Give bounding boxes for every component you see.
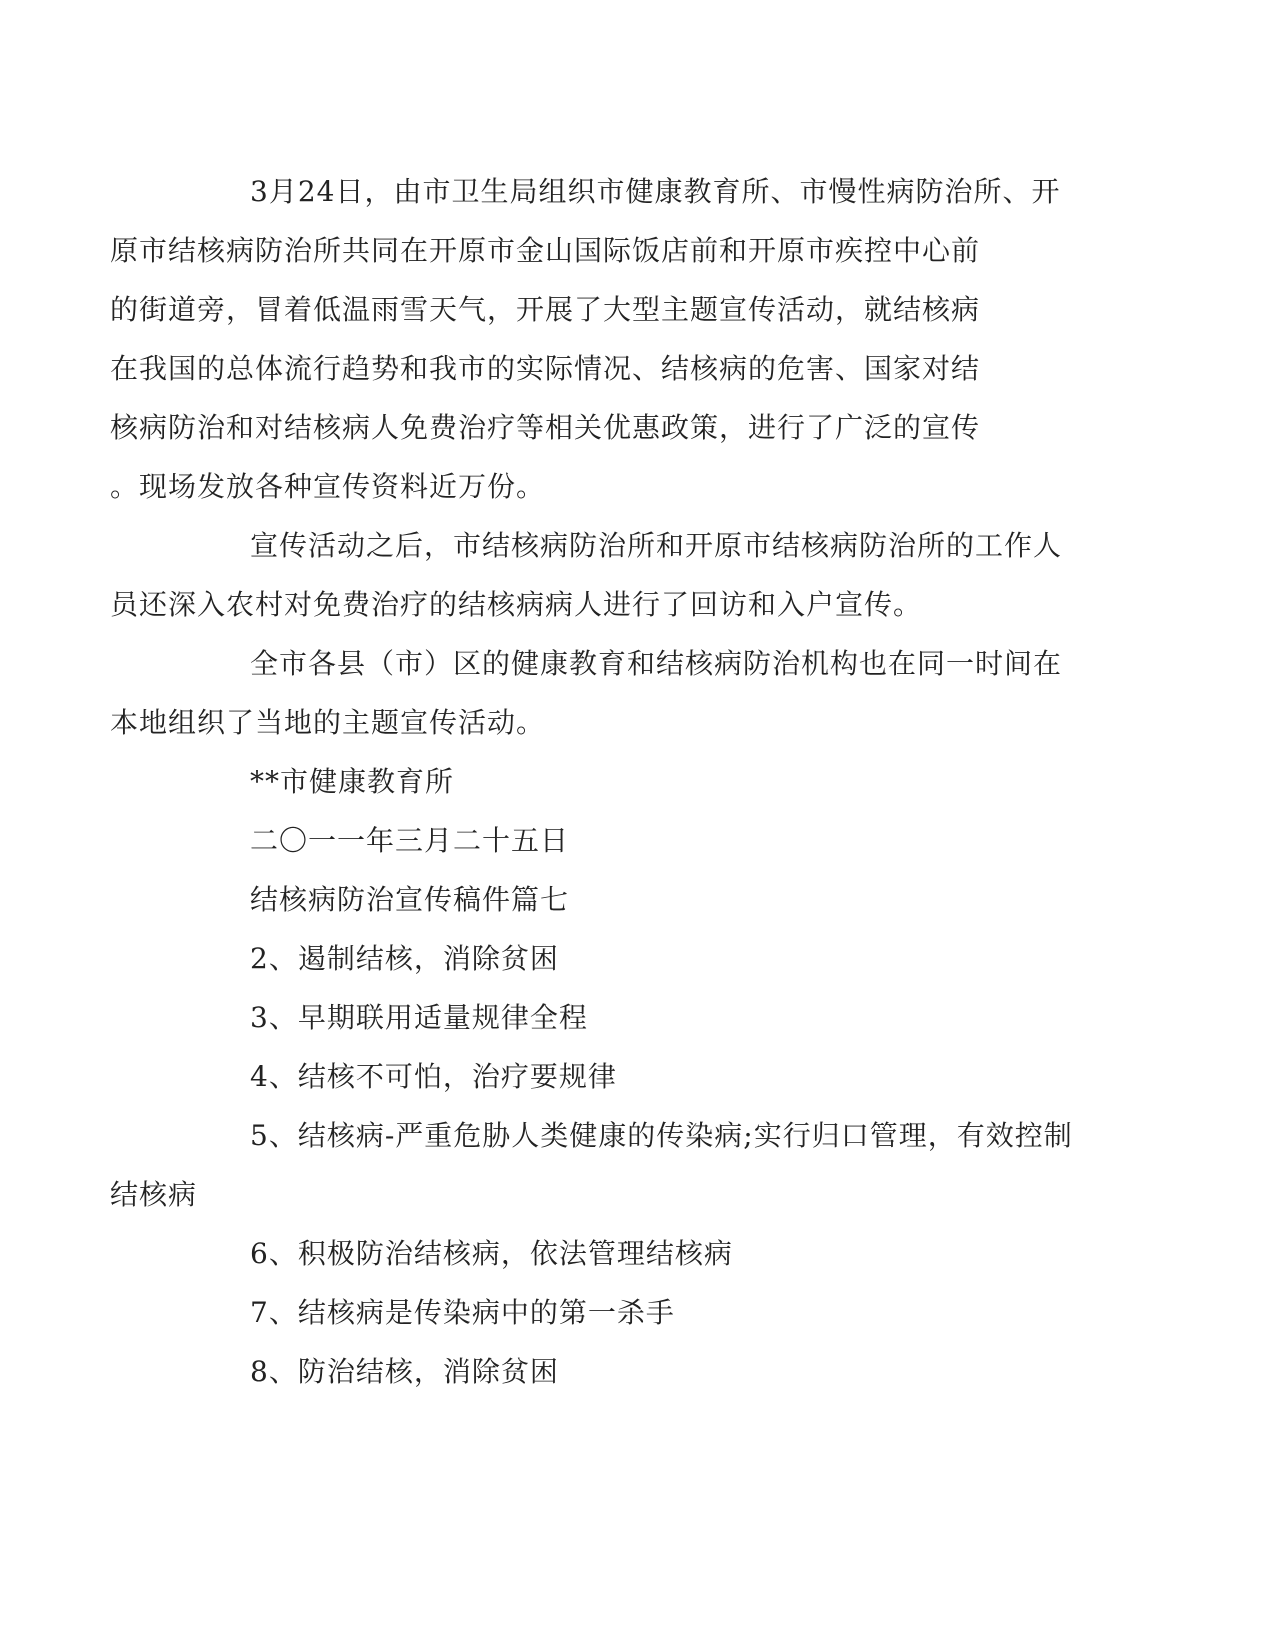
slogan-item (180, 988, 1050, 1047)
text-line: 的街道旁，冒着低温雨雪天气，开展了大型主题宣传活动，就结核病 (110, 293, 981, 326)
text-line: 6、积极防治结核病，依法管理结核病 (250, 1237, 733, 1270)
text-line: **市健康教育所 (250, 765, 455, 798)
text-line: 员还深入农村对免费治疗的结核病病人进行了回访和入户宣传。 (110, 588, 923, 621)
slogan-item (180, 929, 1050, 988)
paragraph-event-report (110, 162, 1061, 516)
section-title (180, 870, 1050, 929)
text-line: 在我国的总体流行趋势和我市的实际情况、结核病的危害、国家对结 (110, 352, 981, 385)
text-line: 3、早期联用适量规律全程 (250, 1001, 588, 1034)
slogan-item (180, 1224, 1050, 1283)
text-line: 3月24日，由市卫生局组织市健康教育所、市慢性病防治所、开 (250, 175, 1061, 208)
text-line: 二〇一一年三月二十五日 (250, 824, 570, 857)
text-line: 7、结核病是传染病中的第一杀手 (250, 1296, 675, 1329)
paragraph-follow-up (110, 516, 1063, 634)
signature-organization (180, 752, 1050, 811)
text-line: 4、结核不可怕，治疗要规律 (250, 1060, 617, 1093)
text-line: 。现场发放各种宣传资料近万份。 (110, 470, 546, 503)
text-line: 2、遏制结核，消除贫困 (250, 942, 559, 975)
slogan-item (180, 1047, 1050, 1106)
text-line: 宣传活动之后，市结核病防治所和开原市结核病防治所的工作人 (250, 529, 1063, 562)
text-line: 核病防治和对结核病人免费治疗等相关优惠政策，进行了广泛的宣传 (110, 411, 981, 444)
text-line: 原市结核病防治所共同在开原市金山国际饭店前和开原市疾控中心前 (110, 234, 981, 267)
signature-date (180, 811, 1050, 870)
text-line: 8、防治结核，消除贫困 (250, 1355, 559, 1388)
text-line: 结核病防治宣传稿件篇七 (250, 883, 570, 916)
slogan-item (110, 1106, 1073, 1224)
text-line: 本地组织了当地的主题宣传活动。 (110, 706, 546, 739)
slogan-item (180, 1342, 1050, 1401)
text-line: 5、结核病-严重危胁人类健康的传染病;实行归口管理，有效控制 (250, 1119, 1073, 1152)
text-line: 结核病 (110, 1178, 198, 1211)
paragraph-county-activities (110, 634, 1063, 752)
slogan-item (180, 1283, 1050, 1342)
document-body (110, 162, 1073, 1401)
text-line: 全市各县（市）区的健康教育和结核病防治机构也在同一时间在 (250, 647, 1063, 680)
